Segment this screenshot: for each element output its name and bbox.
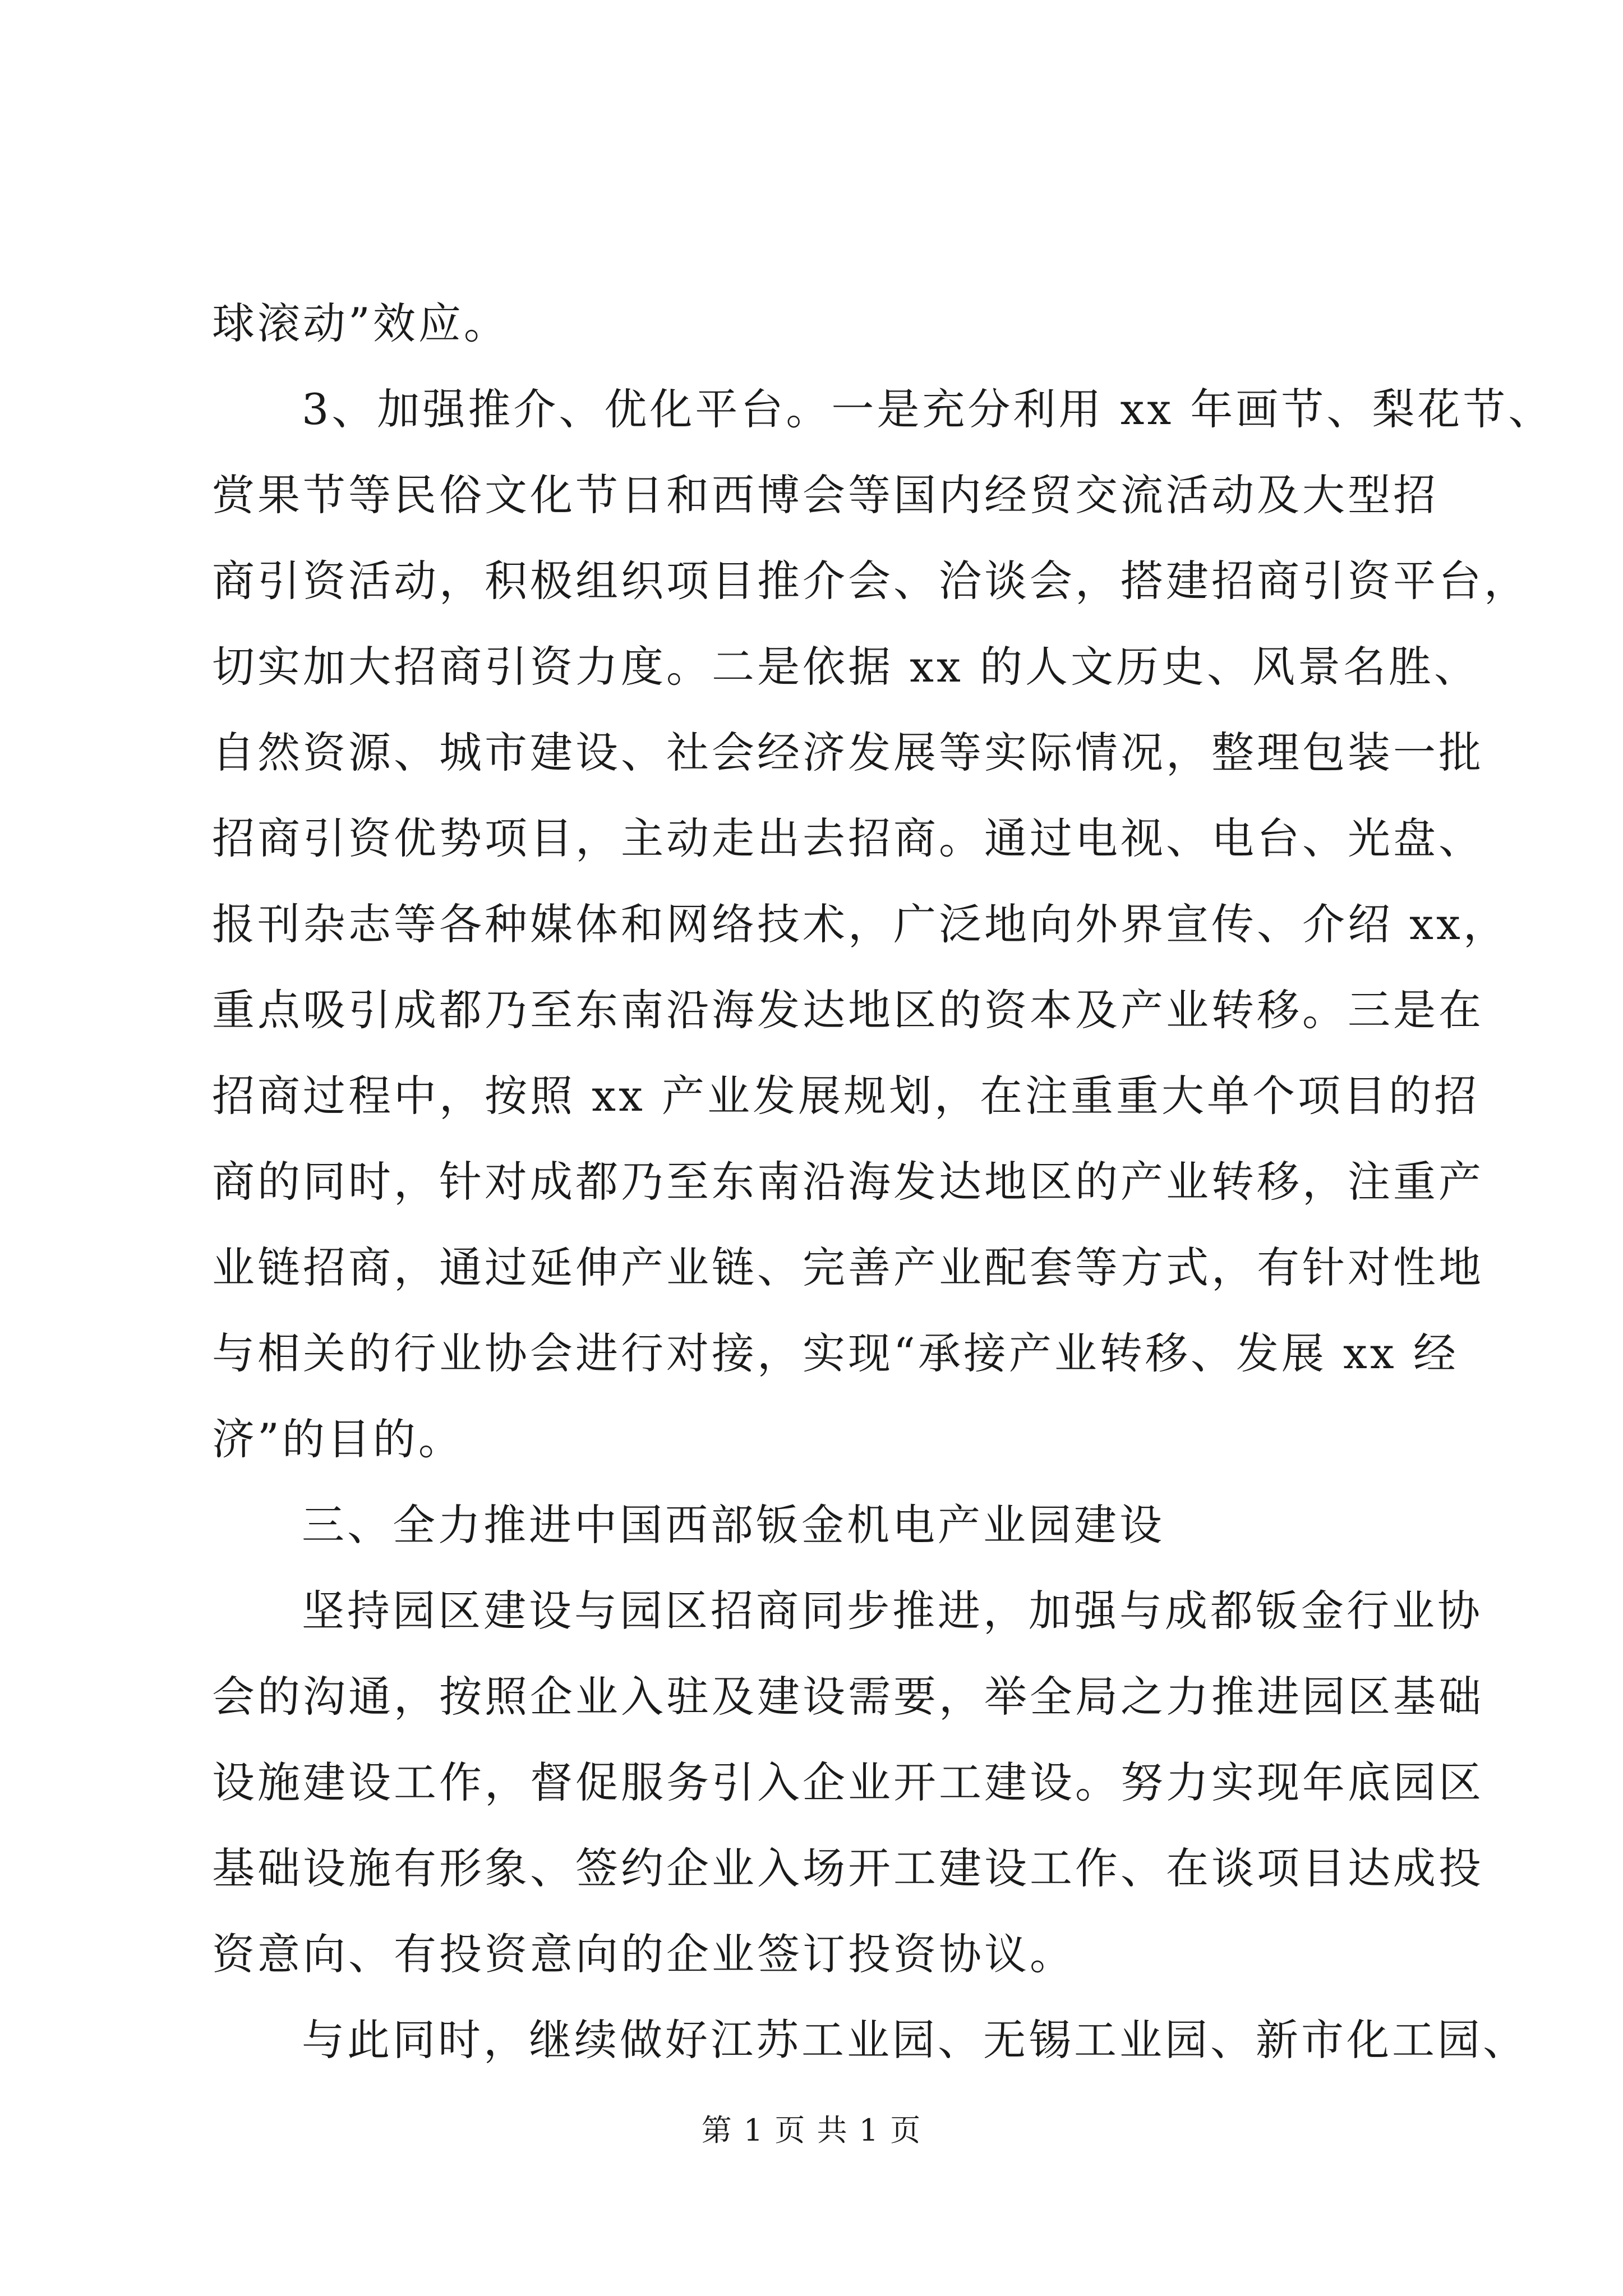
text-line: 与相关的行业协会进行对接，实现“承接产业转移、发展 xx 经 — [212, 1328, 1459, 1378]
text-line: 济”的目的。 — [212, 1414, 464, 1464]
text-line: 报刊杂志等各种媒体和网络技术，广泛地向外界宣传、介绍 xx， — [212, 899, 1509, 949]
text-line: 自然资源、城市建设、社会经济发展等实际情况，整理包装一批 — [212, 728, 1484, 777]
text-line: 重点吸引成都乃至东南沿海发达地区的资本及产业转移。三是在 — [212, 985, 1484, 1035]
text-line: 切实加大招商引资力度。二是依据 xx 的人文历史、风景名胜、 — [212, 642, 1480, 692]
text-line: 会的沟通，按照企业入驻及建设需要，举全局之力推进园区基础 — [212, 1672, 1484, 1722]
text-line: 3、加强推介、优化平台。一是充分利用 xx 年画节、梨花节、 — [302, 384, 1554, 434]
text-line: 招商引资优势项目，主动走出去招商。通过电视、电台、光盘、 — [212, 813, 1484, 863]
text-line: 坚持园区建设与园区招商同步推进，加强与成都钣金行业协 — [302, 1586, 1483, 1636]
text-line: 基础设施有形象、签约企业入场开工建设工作、在谈项目达成投 — [212, 1843, 1484, 1893]
text-line: 业链招商，通过延伸产业链、完善产业配套等方式，有针对性地 — [212, 1243, 1484, 1292]
page-footer: 第 1 页 共 1 页 — [701, 2113, 922, 2148]
text-line: 设施建设工作，督促服务引入企业开工建设。努力实现年底园区 — [212, 1757, 1484, 1807]
section-heading: 三、全力推进中国西部钣金机电产业园建设 — [302, 1500, 1165, 1550]
document-body — [212, 280, 1554, 2083]
text-line: 商的同时，针对成都乃至东南沿海发达地区的产业转移，注重产 — [212, 1157, 1484, 1207]
text-line: 商引资活动，积极组织项目推介会、洽谈会，搭建招商引资平台， — [212, 556, 1529, 606]
text-line: 球滚动”效应。 — [212, 298, 509, 348]
text-line: 与此同时，继续做好江苏工业园、无锡工业园、新市化工园、 — [302, 2015, 1528, 2065]
text-line: 赏果节等民俗文化节日和西博会等国内经贸交流活动及大型招 — [212, 470, 1438, 520]
text-line: 招商过程中，按照 xx 产业发展规划，在注重重大单个项目的招 — [212, 1071, 1480, 1121]
text-line: 资意向、有投资意向的企业签订投资协议。 — [212, 1929, 1075, 1979]
